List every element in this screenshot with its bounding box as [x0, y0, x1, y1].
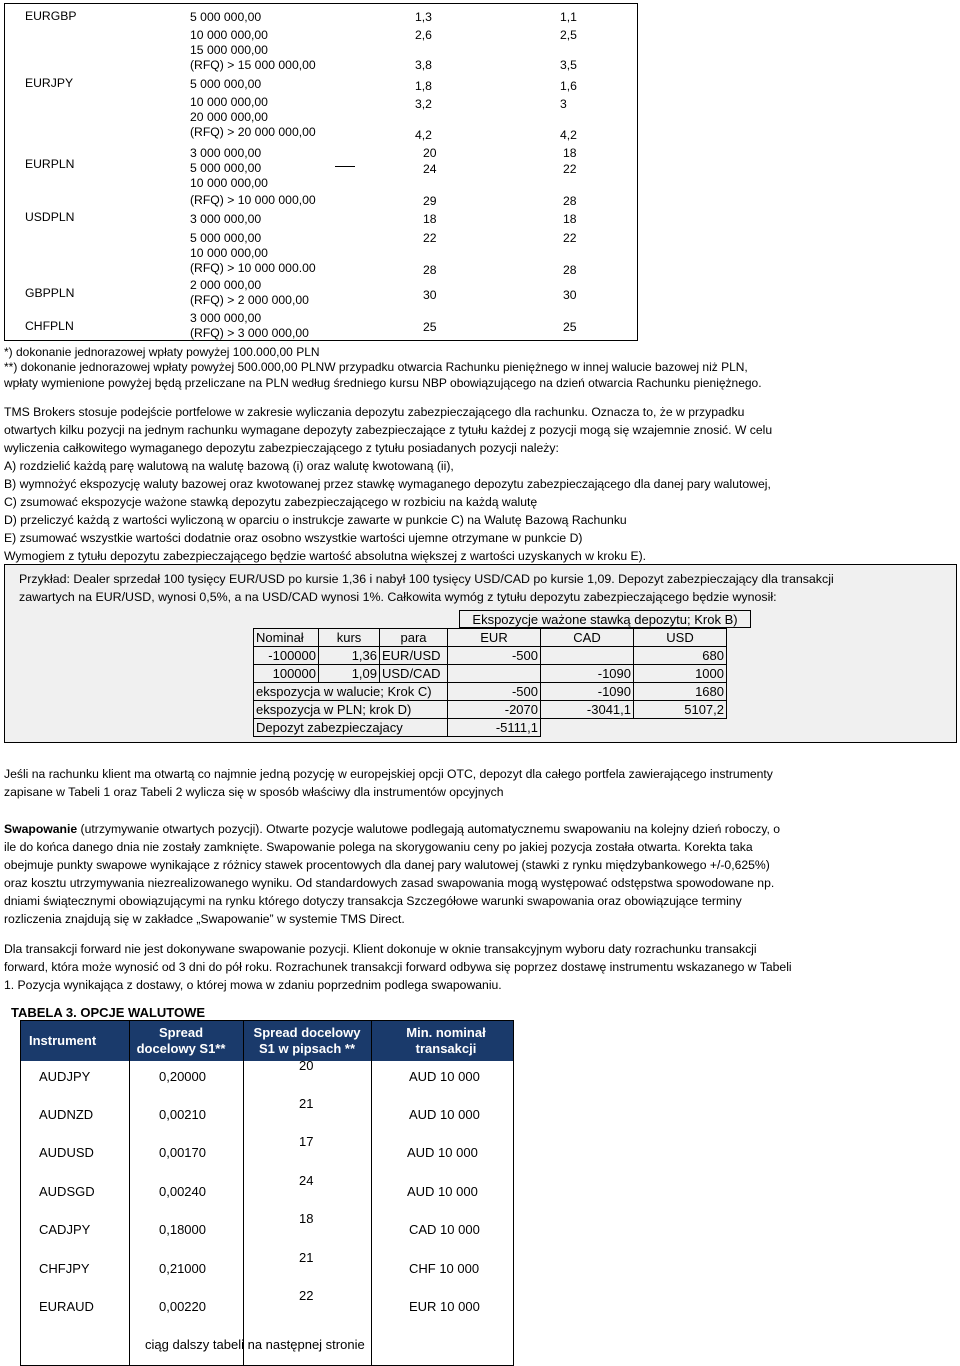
rate-cell: 22: [423, 231, 437, 245]
cell: -500: [448, 647, 541, 665]
col-header: EUR: [448, 629, 541, 647]
text-line: [4, 820, 780, 838]
instrument-cell: EURAUD: [39, 1299, 94, 1314]
spread-cell: 0,00210: [159, 1107, 206, 1122]
col-divider: [129, 1021, 130, 1366]
col-header-line: docelowy S1**: [136, 1041, 226, 1056]
instrument-cell: AUDSGD: [39, 1184, 95, 1199]
text-line: C) zsumować ekspozycje ważone stawką depozytu zabezpieczającego w rozbiciu na każdą walutę: [4, 495, 538, 509]
amount-list: [190, 146, 316, 208]
cell: 1,09: [319, 665, 380, 683]
cell: [541, 719, 634, 737]
pips-cell: 18: [299, 1211, 314, 1226]
col-header: Instrument: [29, 1033, 97, 1048]
cell: -5111,1: [448, 719, 541, 737]
amount: (RFQ) > 10 000 000,00: [190, 193, 316, 207]
amount-list: [190, 212, 316, 276]
amount: 10 000 000,00: [190, 176, 268, 190]
col-header-line: Min. nominał: [406, 1025, 486, 1040]
forward-paragraph: [4, 940, 792, 994]
rate-cell: 2,5: [560, 28, 577, 42]
footnote: wpłaty wymienione powyżej będą przeliczane na PLN według średniego kursu NBP obowiązującego na dzień otwarcia Rachunku pieniężnego.: [4, 376, 762, 390]
amount-list: [190, 10, 316, 73]
spread-cell: 0,21000: [159, 1261, 206, 1276]
cell: -2070: [448, 701, 541, 719]
min-cell: AUD 10 000: [409, 1107, 480, 1122]
col-divider: [243, 1021, 244, 1366]
rate-cell: 4,2: [560, 128, 577, 142]
text-line: ile do końca danego dnia nie zostały zamknięte. Swapowanie polega na skorygowaniu ceny po jakiej pozycja została otwarta. Korekta taka: [4, 840, 753, 854]
col-header-line: transakcji: [415, 1041, 477, 1056]
min-cell: AUD 10 000: [409, 1069, 480, 1084]
portfolio-paragraph: [4, 403, 834, 565]
rate-cell: 24: [423, 162, 437, 176]
text-line: wyliczenia całkowitego wymaganego depozytu zabezpieczającego z tytułu posiadanych pozycji należy:: [4, 441, 559, 455]
pair-label: GBPPLN: [25, 286, 75, 300]
example-text: zawartych na EUR/USD, wynosi 0,5%, a na USD/CAD wynosi 1%. Całkowita wymóg z tytułu depozytu zabezpieczającego będzie wynosił:: [19, 590, 777, 604]
spread-cell: 0,00220: [159, 1299, 206, 1314]
cell: 680: [634, 647, 727, 665]
divider: [335, 166, 355, 167]
cell: 5107,2: [634, 701, 727, 719]
min-cell: CHF 10 000: [409, 1261, 480, 1276]
cell: -500: [448, 683, 541, 701]
pair-label: EURPLN: [25, 157, 75, 171]
rate-cell: 28: [563, 263, 577, 277]
amount: 3 000 000,00: [190, 212, 262, 226]
min-cell: AUD 10 000: [407, 1145, 478, 1160]
table-row: [254, 701, 727, 719]
pips-cell: 21: [299, 1250, 314, 1265]
continued-note: ciąg dalszy tabeli na następnej stronie: [145, 1337, 365, 1352]
exposure-header: Ekspozycje ważone stawką depozytu; Krok B): [459, 610, 751, 628]
pips-cell: 21: [299, 1096, 314, 1111]
col-header: Nominał: [254, 629, 319, 647]
amount: (RFQ) > 10 000 000.00: [190, 261, 316, 275]
col-header: USD: [634, 629, 727, 647]
rate-cell: 1,1: [560, 10, 577, 24]
footnote: *) dokonanie jednorazowej wpłaty powyżej 100.000,00 PLN: [4, 345, 320, 359]
otc-paragraph: [4, 765, 773, 801]
rate-cell: 30: [423, 288, 437, 302]
rate-cell: 18: [563, 146, 577, 160]
cell: 1,36: [319, 647, 380, 665]
rate-cell: 28: [423, 263, 437, 277]
cell: ekspozycja w walucie; Krok C): [254, 683, 448, 701]
cell: ekspozycja w PLN; krok D): [254, 701, 448, 719]
table-row: [254, 719, 727, 737]
instrument-cell: AUDNZD: [39, 1107, 94, 1122]
amount: 5 000 000,00: [190, 161, 262, 175]
rate-cell: 3,2: [415, 97, 432, 111]
col-header: [247, 1025, 367, 1057]
text-line: rozliczenia znajdują się w zakładce „Swapowanie” w systemie TMS Direct.: [4, 912, 405, 926]
min-cell: AUD 10 000: [407, 1184, 478, 1199]
cell: [448, 665, 541, 683]
text-line: oraz kosztu utrzymywania niezrealizowanego wyniku. Od standardowych zasad swapowania mogą występować odstępstwa spowodowane np.: [4, 876, 775, 890]
text-line: Jeśli na rachunku klient ma otwartą co najmnie jedną pozycję w europejskiej opcji OTC, depozyt dla całego portfela zawierającego instrumenty: [4, 767, 773, 781]
pair-label: EURJPY: [25, 76, 74, 90]
cell: USD/CAD: [380, 665, 448, 683]
pair-label: USDPLN: [25, 210, 75, 224]
amount: 5 000 000,00: [190, 10, 262, 24]
rate-cell: 3,5: [560, 58, 577, 72]
swap-text: (utrzymywanie otwartych pozycji). Otwarte pozycje walutowe podlegają automatycznemu swapowaniu na kolejny dzień roboczy, o: [77, 822, 781, 836]
rate-cell: 18: [423, 212, 437, 226]
spread-cell: 0,18000: [159, 1222, 206, 1237]
instrument-cell: CHFJPY: [39, 1261, 90, 1276]
rate-cell: 20: [423, 146, 437, 160]
amount: (RFQ) > 2 000 000,00: [190, 293, 309, 307]
amount: (RFQ) > 3 000 000,00: [190, 326, 309, 340]
table-header-row: [254, 629, 727, 647]
rate-cell: 3: [560, 97, 567, 111]
col-header: kurs: [319, 629, 380, 647]
cell: 100000: [254, 665, 319, 683]
spread-cell: 0,00170: [159, 1145, 206, 1160]
margin-table: [4, 3, 638, 341]
amount: 3 000 000,00: [190, 311, 262, 325]
cell: Depozyt zabezpieczajacy: [254, 719, 448, 737]
amount: 5 000 000,00: [190, 231, 262, 245]
rate-cell: 2,6: [415, 28, 432, 42]
amount: (RFQ) > 20 000 000,00: [190, 125, 316, 139]
rate-cell: 1,3: [415, 10, 432, 24]
rate-cell: 29: [423, 194, 437, 208]
min-cell: EUR 10 000: [409, 1299, 480, 1314]
pair-label: EURGBP: [25, 9, 77, 23]
cell: 1000: [634, 665, 727, 683]
rate-cell: 25: [423, 320, 437, 334]
text-line: dniami świątecznymi obowiązującymi na rynku którego dotyczy transakcja Szczegółowe warunki swapowania oraz obowiązujące terminy: [4, 894, 742, 908]
amount: 20 000 000,00: [190, 110, 268, 124]
pips-cell: 22: [299, 1288, 314, 1303]
table-row: [254, 665, 727, 683]
options-table: [20, 1020, 514, 1366]
pips-cell: 17: [299, 1134, 314, 1149]
col-header-line: Spread: [158, 1025, 204, 1040]
text-line: obejmuje punkty swapowe wynikające z różnicy stawek procentowych dla danej pary walutowej (stawki z rynku międzybankowego +/-0,625%): [4, 858, 770, 872]
rate-cell: 3,8: [415, 58, 432, 72]
cell: [541, 647, 634, 665]
amount: 10 000 000,00: [190, 28, 268, 42]
amount: 15 000 000,00: [190, 43, 268, 57]
table3-title: TABELA 3. OPCJE WALUTOWE: [11, 1005, 206, 1020]
pair-label: CHFPLN: [25, 319, 74, 333]
swap-term: Swapowanie: [4, 822, 78, 836]
text-line: forward, która może wynosić od 3 dni do pół roku. Rozrachunek transakcji forward odbywa się poprzez dostawę instrumentu wskazanego w Tabeli: [4, 960, 792, 974]
spread-cell: 0,00240: [159, 1184, 206, 1199]
table-row: [254, 647, 727, 665]
example-box: [4, 564, 957, 743]
min-cell: CAD 10 000: [409, 1222, 480, 1237]
col-header: para: [380, 629, 448, 647]
rate-cell: 1,6: [560, 79, 577, 93]
swap-paragraph: [4, 820, 780, 928]
cell: -1090: [541, 683, 634, 701]
col-header: [131, 1025, 231, 1057]
example-table: [253, 628, 727, 737]
rate-cell: 22: [563, 162, 577, 176]
cell: 1680: [634, 683, 727, 701]
cell: -3041,1: [541, 701, 634, 719]
amount: 10 000 000,00: [190, 95, 268, 109]
cell: -1090: [541, 665, 634, 683]
pips-cell: 24: [299, 1173, 314, 1188]
text-line: E) zsumować wszystkie wartości dodatnie oraz osobno wszystkie wartości ujemne otrzymane w punkcie D): [4, 531, 583, 545]
table-row: [254, 683, 727, 701]
amount-list: [190, 311, 309, 341]
instrument-cell: AUDUSD: [39, 1145, 94, 1160]
amount: 3 000 000,00: [190, 146, 262, 160]
footnote: **) dokonanie jednorazowej wpłaty powyżej 500.000,00 PLNW przypadku otwarcia Rachunku pieniężnego w innej walucie bazowej niż PLN,: [4, 360, 748, 374]
rate-cell: 18: [563, 212, 577, 226]
cell: EUR/USD: [380, 647, 448, 665]
col-header: CAD: [541, 629, 634, 647]
rate-cell: 25: [563, 320, 577, 334]
table3-header: [21, 1021, 513, 1061]
col-header-line: S1 w pipsach **: [258, 1041, 356, 1056]
col-header-line: Spread docelowy: [253, 1025, 361, 1040]
text-line: zapisane w Tabeli 1 oraz Tabeli 2 wylicza się w sposób właściwy dla instrumentów opcyjnych: [4, 785, 504, 799]
text-line: B) wymnożyć ekspozycję waluty bazowej oraz kwotowanej przez stawkę wymaganego depozytu zabezpieczającego dla danej pary walutowej,: [4, 477, 771, 491]
col-header: [391, 1025, 501, 1057]
text-line: D) przeliczyć każdą z wartości wyliczoną w oparciu o instrukcje zawarte w punkcie C) na Walutę Bazową Rachunku: [4, 513, 627, 527]
pips-cell: 20: [299, 1058, 314, 1073]
text-line: Dla transakcji forward nie jest dokonywane swapowanie pozycji. Klient dokonuje w oknie transakcyjnym wyboru daty rozrachunku transakcji: [4, 942, 757, 956]
instrument-cell: CADJPY: [39, 1222, 91, 1237]
amount-list: [190, 278, 309, 308]
text-line: otwartych kilku pozycji na jednym rachunku wymagane depozyty zabezpieczające z tytułu każdej z pozycji mogą się wzajemnie znosić. W celu: [4, 423, 773, 437]
text-line: Wymogiem z tytułu depozytu zabezpieczającego będzie wartość absolutna większej z wartości uzyskanych w kroku E).: [4, 549, 647, 563]
cell: -100000: [254, 647, 319, 665]
amount: 10 000 000,00: [190, 246, 268, 260]
rate-cell: 22: [563, 231, 577, 245]
rate-cell: 28: [563, 194, 577, 208]
example-text: Przykład: Dealer sprzedał 100 tysięcy EUR/USD po kursie 1,36 i nabył 100 tysięcy USD/CAD po kursie 1,09. Depozyt zabezpieczający dla transakcji: [19, 572, 834, 586]
instrument-cell: AUDJPY: [39, 1069, 91, 1084]
spread-cell: 0,20000: [159, 1069, 206, 1084]
rate-cell: 1,8: [415, 79, 432, 93]
amount: (RFQ) > 15 000 000,00: [190, 58, 316, 72]
rate-cell: 30: [563, 288, 577, 302]
amount: 5 000 000,00: [190, 77, 262, 91]
text-line: TMS Brokers stosuje podejście portfelowe w zakresie wyliczania depozytu zabezpieczającego dla rachunku. Oznacza to, że w przypadku: [4, 405, 745, 419]
col-divider: [371, 1021, 372, 1366]
rate-cell: 4,2: [415, 128, 432, 142]
text-line: 1. Pozycja wynikająca z dostawy, o której mowa w zdaniu poprzednim podlega swapowaniu.: [4, 978, 502, 992]
cell: [634, 719, 727, 737]
text-line: A) rozdzielić każdą parę walutową na walutę bazową (i) oraz walutę kwotowaną (ii),: [4, 459, 454, 473]
amount-list: [190, 77, 316, 140]
amount: 2 000 000,00: [190, 278, 262, 292]
